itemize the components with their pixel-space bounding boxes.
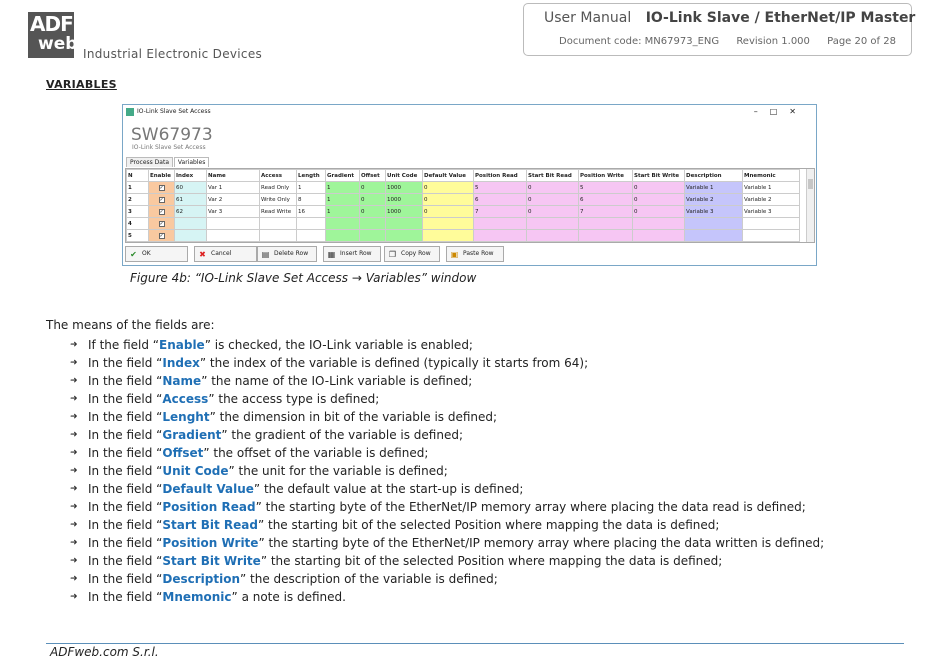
list-item — [70, 464, 824, 482]
window-subheading: IO-Link Slave Set Access — [132, 144, 206, 151]
cancel-icon: ✖ — [199, 250, 206, 259]
column-header: Index — [175, 170, 207, 182]
grid-cell-gradient[interactable]: 1 — [326, 182, 360, 194]
document-code: Document code: MN67973_ENG — [559, 36, 720, 47]
logo-adf-text: ADF — [30, 12, 73, 36]
insert-row-icon: ▦ — [327, 250, 336, 259]
list-item — [70, 446, 824, 464]
document-meta-line — [559, 36, 910, 47]
adfweb-logo — [28, 12, 78, 58]
list-item — [70, 572, 824, 590]
grid-cell-name[interactable] — [207, 230, 260, 242]
manual-label: User Manual — [544, 10, 632, 26]
grid-cell-unit[interactable] — [386, 218, 423, 230]
bullet-icon: ➜ — [70, 430, 78, 440]
enable-checkbox[interactable]: ✓ — [159, 220, 164, 227]
window-title: IO-Link Slave Set Access — [137, 108, 211, 115]
field-text-pre: In the field “ — [88, 482, 163, 496]
enable-cell[interactable] — [149, 194, 175, 206]
section-title — [46, 78, 117, 91]
grid-cell-name[interactable] — [207, 218, 260, 230]
copy-row-label: Copy Row — [401, 250, 431, 257]
grid-cell-unit[interactable]: 1000 — [386, 182, 423, 194]
field-text-pre: In the field “ — [88, 410, 163, 424]
table-row — [127, 206, 800, 218]
document-info-box — [523, 3, 916, 56]
grid-cell-sb_read[interactable]: 0 — [527, 206, 579, 218]
list-item — [70, 428, 824, 446]
enable-checkbox[interactable]: ✓ — [159, 232, 164, 239]
footer-company: ADFweb.com S.r.l. — [50, 645, 159, 659]
table-row — [127, 230, 800, 242]
enable-checkbox[interactable]: ✓ — [159, 208, 164, 215]
app-window — [122, 104, 817, 266]
grid-cell-index[interactable]: 61 — [175, 194, 207, 206]
grid-cell-access[interactable]: Read Write — [260, 206, 297, 218]
field-keyword: Enable — [159, 338, 205, 352]
field-text-pre: In the field “ — [88, 392, 163, 406]
bullet-icon: ➜ — [70, 358, 78, 368]
grid-cell-unit[interactable]: 1000 — [386, 206, 423, 218]
grid-cell-mnemonic[interactable]: Variable 1 — [743, 182, 800, 194]
field-text-pre: In the field “ — [88, 590, 163, 604]
grid-cell-mnemonic[interactable] — [743, 218, 800, 230]
minimize-icon[interactable]: – — [753, 107, 770, 116]
column-header: Length — [297, 170, 326, 182]
bullet-icon: ➜ — [70, 394, 78, 404]
field-text-post: ” the description of the variable is defined; — [240, 572, 498, 586]
field-text-post: ” the starting byte of the EtherNet/IP memory array where placing the data written is defined; — [258, 536, 825, 550]
field-text-post: ” the name of the IO-Link variable is defined; — [201, 374, 473, 388]
grid-cell-default[interactable] — [423, 230, 474, 242]
paste-row-icon: ▣ — [450, 250, 459, 259]
grid-cell-desc[interactable] — [685, 230, 743, 242]
column-header: Name — [207, 170, 260, 182]
grid-cell-sb_write[interactable]: 0 — [633, 206, 685, 218]
app-icon — [126, 108, 134, 116]
field-text-post: ” the index of the variable is defined (typically it starts from 64); — [199, 356, 589, 370]
grid-cell-pos_read[interactable]: 7 — [474, 206, 527, 218]
table-header-row — [127, 170, 800, 182]
column-header: Default Value — [423, 170, 474, 182]
grid-cell-length[interactable]: 1 — [297, 182, 326, 194]
insert-row-label: Insert Row — [340, 250, 372, 257]
field-text-pre: In the field “ — [88, 464, 163, 478]
grid-cell-offset[interactable]: 0 — [360, 206, 386, 218]
field-keyword: Lenght — [162, 410, 210, 424]
column-header: Enable — [149, 170, 175, 182]
column-header: N — [127, 170, 149, 182]
column-header: Unit Code — [386, 170, 423, 182]
field-keyword: Position Write — [162, 536, 259, 550]
grid-cell-name[interactable]: Var 2 — [207, 194, 260, 206]
grid-cell-length[interactable] — [297, 218, 326, 230]
grid-cell-desc[interactable]: Variable 2 — [685, 194, 743, 206]
grid-cell-sb_write[interactable]: 0 — [633, 182, 685, 194]
section-title-text: VARIABLES — [46, 78, 117, 91]
column-header: Start Bit Read — [527, 170, 579, 182]
column-header: Gradient — [326, 170, 360, 182]
field-text-pre: In the field “ — [88, 518, 163, 532]
field-keyword: Access — [162, 392, 209, 406]
grid-cell-name[interactable]: Var 1 — [207, 182, 260, 194]
field-keyword: Mnemonic — [162, 590, 232, 604]
grid-cell-sb_write[interactable]: 0 — [633, 194, 685, 206]
column-header: Start Bit Write — [633, 170, 685, 182]
grid-scrollbar[interactable] — [806, 169, 814, 242]
field-text-post: ” the starting byte of the EtherNet/IP memory array where placing the data read is defined; — [255, 500, 806, 514]
insert-row-button[interactable] — [323, 246, 381, 262]
bullet-icon: ➜ — [70, 520, 78, 530]
copy-row-button[interactable] — [384, 246, 440, 262]
grid-cell-unit[interactable]: 1000 — [386, 194, 423, 206]
grid-cell-unit[interactable] — [386, 230, 423, 242]
manual-title: IO-Link Slave / EtherNet/IP Master — [645, 10, 916, 26]
fields-list — [70, 338, 824, 608]
field-text-pre: If the field “ — [88, 338, 160, 352]
bullet-icon: ➜ — [70, 538, 78, 548]
figure-caption: Figure 4b: “IO-Link Slave Set Access → Variables” window — [130, 271, 477, 285]
field-text-post: ” the gradient of the variable is defined; — [221, 428, 464, 442]
delete-row-button[interactable] — [257, 246, 317, 262]
grid-cell-sb_read[interactable]: 0 — [527, 182, 579, 194]
grid-cell-pos_read[interactable] — [474, 230, 527, 242]
logo-web-text: web — [38, 34, 78, 54]
list-item — [70, 518, 824, 536]
list-item — [70, 392, 824, 410]
window-heading: SW67973 — [131, 125, 213, 145]
list-item — [70, 410, 824, 428]
grid-cell-desc[interactable]: Variable 3 — [685, 206, 743, 218]
paste-row-label: Paste Row — [463, 250, 494, 257]
grid-cell-pos_write[interactable] — [579, 230, 633, 242]
table-row — [127, 218, 800, 230]
table-row — [127, 194, 800, 206]
grid-cell-mnemonic[interactable]: Variable 3 — [743, 206, 800, 218]
scrollbar-thumb[interactable] — [808, 179, 813, 189]
page-number: Page 20 of 28 — [827, 36, 896, 47]
bullet-icon: ➜ — [70, 466, 78, 476]
variables-grid — [125, 168, 815, 243]
list-item — [70, 554, 824, 572]
column-header: Offset — [360, 170, 386, 182]
grid-cell-sb_write[interactable] — [633, 218, 685, 230]
enable-cell[interactable] — [149, 206, 175, 218]
enable-cell[interactable] — [149, 182, 175, 194]
grid-cell-access[interactable] — [260, 218, 297, 230]
field-text-pre: In the field “ — [88, 356, 163, 370]
list-item — [70, 590, 824, 608]
field-keyword: Start Bit Write — [162, 554, 261, 568]
ok-label: OK — [142, 250, 151, 257]
field-keyword: Name — [162, 374, 202, 388]
enable-cell[interactable] — [149, 230, 175, 242]
column-header: Access — [260, 170, 297, 182]
field-text-post: ” the starting bit of the selected Position where mapping the data is defined; — [260, 554, 723, 568]
grid-cell-sb_read[interactable] — [527, 230, 579, 242]
bullet-icon: ➜ — [70, 412, 78, 422]
window-titlebar — [123, 105, 816, 119]
list-item — [70, 374, 824, 392]
grid-cell-n: 2 — [127, 194, 149, 206]
grid-cell-pos_read[interactable]: 5 — [474, 182, 527, 194]
grid-cell-n: 1 — [127, 182, 149, 194]
grid-cell-n: 3 — [127, 206, 149, 218]
document-revision: Revision 1.000 — [736, 36, 810, 47]
grid-cell-sb_read[interactable]: 0 — [527, 194, 579, 206]
field-keyword: Offset — [162, 446, 204, 460]
grid-cell-index[interactable]: 60 — [175, 182, 207, 194]
table-row — [127, 182, 800, 194]
bullet-icon: ➜ — [70, 340, 78, 350]
grid-cell-mnemonic[interactable] — [743, 230, 800, 242]
grid-cell-default[interactable] — [423, 218, 474, 230]
grid-cell-gradient[interactable]: 1 — [326, 194, 360, 206]
grid-cell-pos_read[interactable]: 6 — [474, 194, 527, 206]
bullet-icon: ➜ — [70, 502, 78, 512]
paste-row-button[interactable] — [446, 246, 504, 262]
grid-cell-index[interactable]: 62 — [175, 206, 207, 218]
grid-cell-length[interactable] — [297, 230, 326, 242]
grid-cell-desc[interactable]: Variable 1 — [685, 182, 743, 194]
check-icon: ✔ — [130, 250, 137, 259]
copy-row-icon: ❐ — [388, 250, 397, 259]
column-header: Mnemonic — [743, 170, 800, 182]
cancel-label: Cancel — [211, 250, 232, 257]
field-text-post: ” the offset of the variable is defined; — [203, 446, 429, 460]
list-item — [70, 356, 824, 374]
footer-rule — [46, 643, 904, 644]
field-text-post: ” the starting bit of the selected Position where mapping the data is defined; — [257, 518, 720, 532]
window-tabs — [126, 157, 208, 167]
grid-cell-offset[interactable]: 0 — [360, 194, 386, 206]
grid-cell-gradient[interactable]: 1 — [326, 206, 360, 218]
grid-cell-pos_read[interactable] — [474, 218, 527, 230]
field-text-post: ” a note is defined. — [231, 590, 346, 604]
bullet-icon: ➜ — [70, 376, 78, 386]
maximize-icon[interactable]: □ — [769, 107, 790, 116]
bullet-icon: ➜ — [70, 556, 78, 566]
variables-table — [126, 169, 800, 242]
field-text-post: ” the access type is defined; — [208, 392, 380, 406]
enable-checkbox[interactable]: ✓ — [159, 196, 164, 203]
field-keyword: Gradient — [162, 428, 222, 442]
field-text-post: ” is checked, the IO-Link variable is enabled; — [204, 338, 473, 352]
bullet-icon: ➜ — [70, 448, 78, 458]
grid-cell-n: 5 — [127, 230, 149, 242]
cancel-button[interactable] — [194, 246, 257, 262]
field-keyword: Start Bit Read — [162, 518, 258, 532]
grid-cell-sb_read[interactable] — [527, 218, 579, 230]
grid-cell-offset[interactable] — [360, 230, 386, 242]
grid-cell-offset[interactable]: 0 — [360, 182, 386, 194]
field-keyword: Position Read — [162, 500, 256, 514]
grid-cell-length[interactable]: 16 — [297, 206, 326, 218]
grid-cell-pos_write[interactable]: 7 — [579, 206, 633, 218]
list-item — [70, 500, 824, 518]
field-text-post: ” the dimension in bit of the variable is defined; — [209, 410, 498, 424]
field-keyword: Description — [162, 572, 241, 586]
grid-cell-access[interactable]: Read Only — [260, 182, 297, 194]
field-keyword: Index — [162, 356, 200, 370]
field-keyword: Default Value — [162, 482, 254, 496]
grid-cell-pos_write[interactable]: 6 — [579, 194, 633, 206]
column-header: Position Write — [579, 170, 633, 182]
column-header: Description — [685, 170, 743, 182]
grid-cell-n: 4 — [127, 218, 149, 230]
list-item — [70, 536, 824, 554]
grid-cell-default[interactable]: 0 — [423, 206, 474, 218]
grid-cell-sb_write[interactable] — [633, 230, 685, 242]
grid-cell-index[interactable] — [175, 230, 207, 242]
enable-cell[interactable] — [149, 218, 175, 230]
field-text-post: ” the default value at the start-up is defined; — [253, 482, 524, 496]
field-text-pre: In the field “ — [88, 374, 163, 388]
field-text-pre: In the field “ — [88, 446, 163, 460]
field-text-pre: In the field “ — [88, 536, 163, 550]
ok-button[interactable] — [125, 246, 188, 262]
delete-row-label: Delete Row — [274, 250, 309, 257]
grid-cell-access[interactable] — [260, 230, 297, 242]
grid-cell-pos_write[interactable]: 5 — [579, 182, 633, 194]
field-text-pre: In the field “ — [88, 572, 163, 586]
grid-cell-offset[interactable] — [360, 218, 386, 230]
fields-intro: The means of the fields are: — [46, 318, 215, 332]
tab-variables[interactable]: Variables — [174, 157, 209, 167]
document-title-line — [544, 10, 915, 26]
bullet-icon: ➜ — [70, 484, 78, 494]
field-text-post: ” the unit for the variable is defined; — [228, 464, 448, 478]
grid-cell-pos_write[interactable] — [579, 218, 633, 230]
grid-cell-gradient[interactable] — [326, 230, 360, 242]
grid-cell-default[interactable]: 0 — [423, 182, 474, 194]
grid-cell-gradient[interactable] — [326, 218, 360, 230]
grid-cell-length[interactable]: 8 — [297, 194, 326, 206]
grid-cell-name[interactable]: Var 3 — [207, 206, 260, 218]
bullet-icon: ➜ — [70, 592, 78, 602]
field-text-pre: In the field “ — [88, 428, 163, 442]
grid-cell-desc[interactable] — [685, 218, 743, 230]
delete-row-icon: ▤ — [261, 250, 270, 259]
field-keyword: Unit Code — [162, 464, 229, 478]
list-item — [70, 482, 824, 500]
grid-cell-default[interactable]: 0 — [423, 194, 474, 206]
bullet-icon: ➜ — [70, 574, 78, 584]
grid-cell-access[interactable]: Write Only — [260, 194, 297, 206]
list-item — [70, 338, 824, 356]
tab-process-data[interactable]: Process Data — [126, 157, 173, 167]
company-tagline: Industrial Electronic Devices — [83, 47, 263, 61]
enable-checkbox[interactable]: ✓ — [159, 184, 164, 191]
grid-cell-index[interactable] — [175, 218, 207, 230]
window-controls[interactable] — [754, 105, 808, 119]
field-text-pre: In the field “ — [88, 500, 163, 514]
close-icon[interactable]: ✕ — [789, 107, 808, 116]
column-header: Position Read — [474, 170, 527, 182]
field-text-pre: In the field “ — [88, 554, 163, 568]
grid-cell-mnemonic[interactable]: Variable 2 — [743, 194, 800, 206]
